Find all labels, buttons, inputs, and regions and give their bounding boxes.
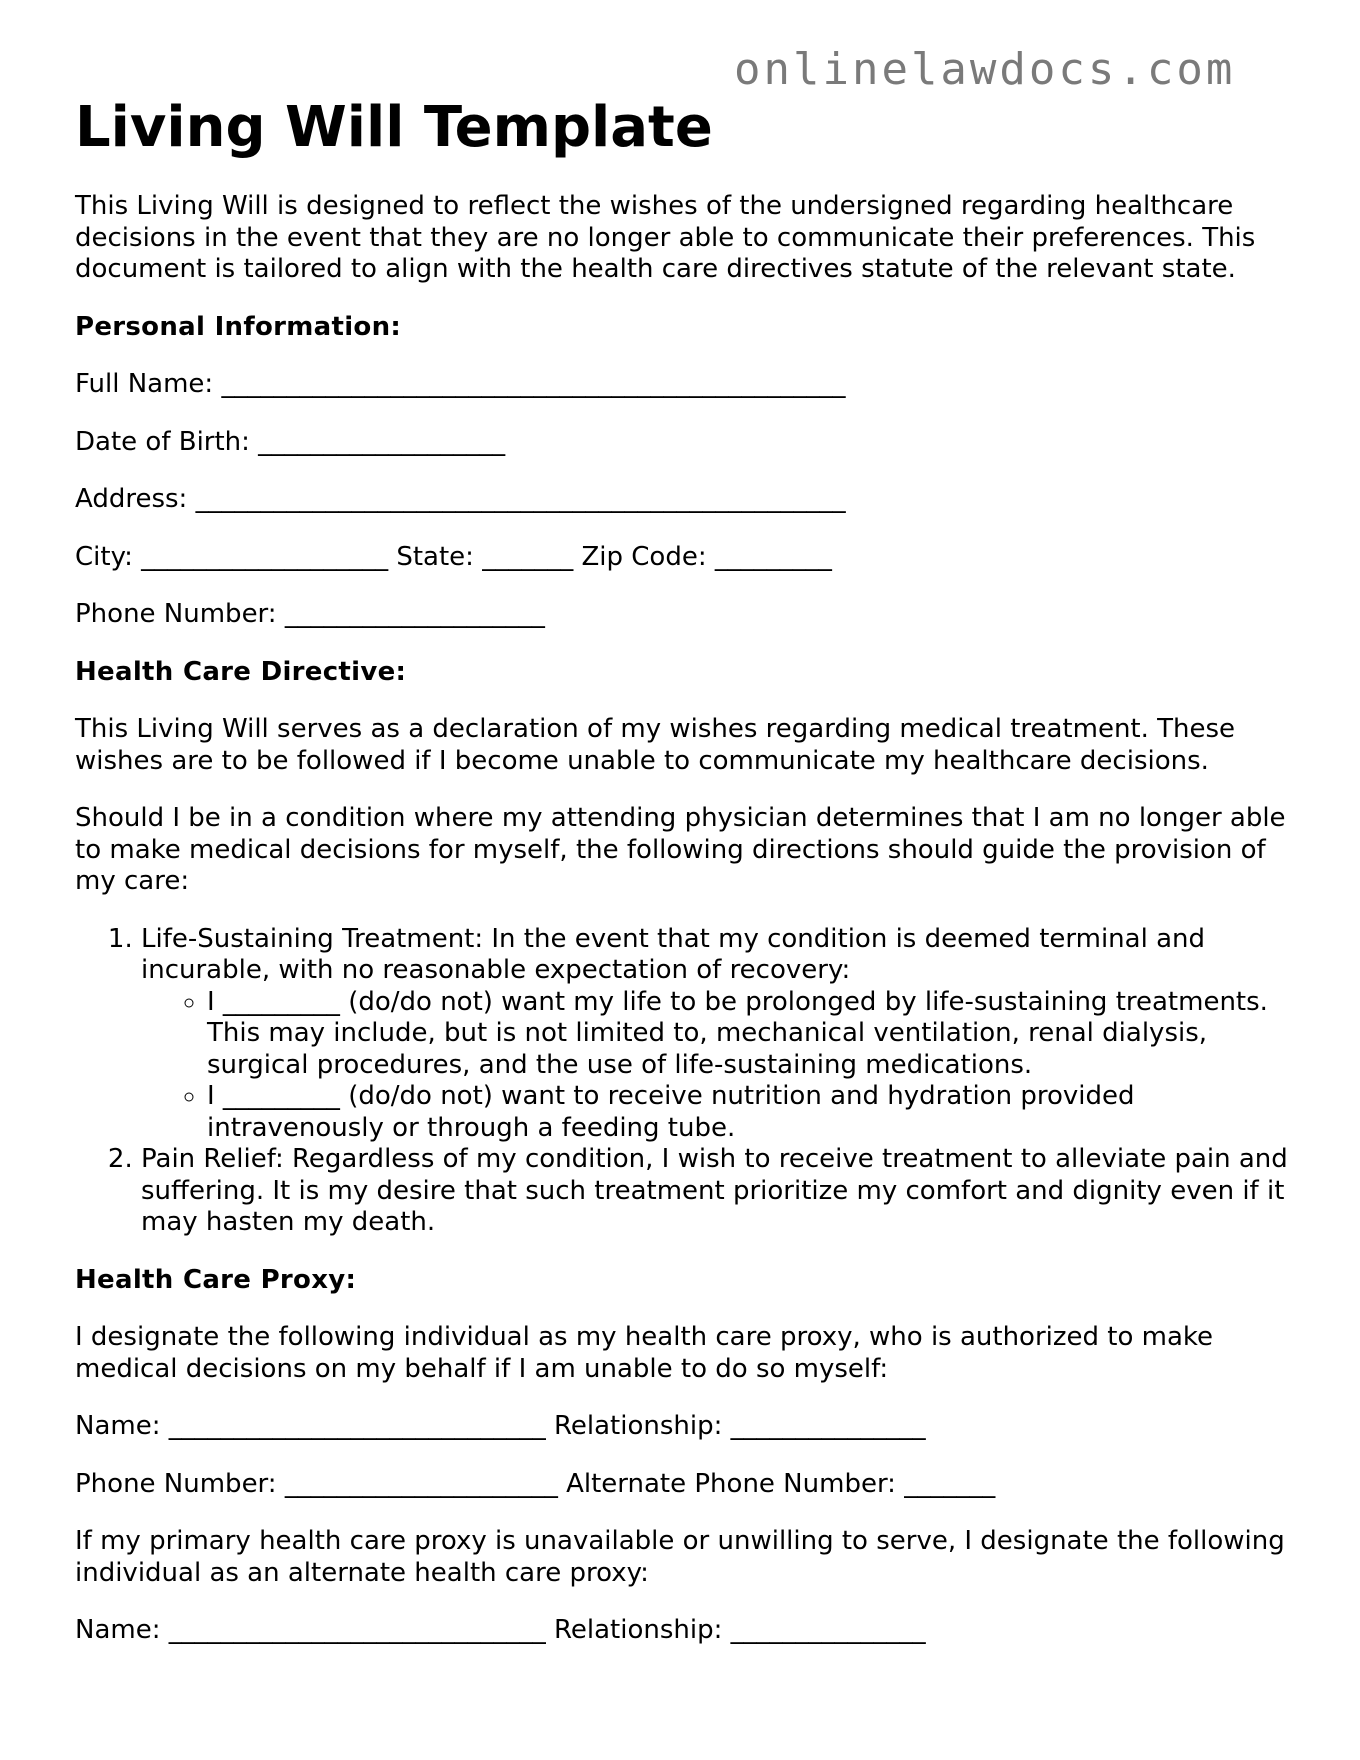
directive-paragraph-1: This Living Will serves as a declaration of my wishes regarding medical treatment. These wishes are to be followed if I become unable to communicate my healthcare decisions.: [75, 714, 1236, 776]
date-of-birth-field: Date of Birth: ___________________: [75, 426, 506, 457]
directive-item-text: Life-Sustaining Treatment: In the event that my condition is deemed terminal and incurable, with no reasonable expectation of recovery:: [141, 923, 1205, 985]
directive-list: [75, 924, 1295, 1239]
city-state-zip-field: City: ___________________ State: _______ Zip Code: _________: [75, 541, 832, 572]
directive-subitem-treatments: ◦ I _________ (do/do not) want my life to be prolonged by life-sustaining treatments. This may include, but is not limited to, mechanical ventilation, renal dialysis, surgical procedures, and the use of life-sustaining medications.: [207, 987, 1295, 1082]
personal-info-heading: Personal Information:: [75, 311, 402, 342]
proxy-heading: Health Care Proxy:: [75, 1264, 357, 1295]
proxy-intro: I designate the following individual as my health care proxy, who is authorized to make medical decisions on my behalf if I am unable to do so myself:: [75, 1322, 1214, 1384]
intro-paragraph: This Living Will is designed to reflect the wishes of the undersigned regarding healthcare decisions in the event that they are no longer able to communicate their preferences. This document is tailored to align with the health care directives statute of the relevant state.: [75, 191, 1256, 284]
document-body: [75, 191, 1295, 1673]
document-title: Living Will Template: [75, 95, 713, 160]
directive-item-life-sustaining: [141, 924, 1295, 1145]
full-name-field: Full Name: ________________________________________________: [75, 369, 846, 399]
site-watermark: onlinelawdocs.com: [734, 44, 1236, 95]
alternate-proxy-intro: If my primary health care proxy is unavailable or unwilling to serve, I designate the following individual as an alternate health care proxy:: [75, 1526, 1285, 1588]
directive-subitem-nutrition: ◦ I _________ (do/do not) want to receive nutrition and hydration provided intravenously or through a feeding tube.: [207, 1081, 1295, 1144]
alternate-proxy-name-relationship-field: Name: _____________________________ Relationship: _______________: [75, 1615, 926, 1645]
life-sustaining-sublist: [141, 987, 1295, 1145]
directive-heading: Health Care Directive:: [75, 656, 407, 687]
directive-paragraph-2: Should I be in a condition where my attending physician determines that I am no longer able to make medical decisions for myself, the following directions should guide the provision of my care:: [75, 803, 1286, 896]
phone-number-field: Phone Number: ____________________: [75, 599, 545, 629]
proxy-phone-fields: Phone Number: _____________________ Alternate Phone Number: _______: [75, 1468, 996, 1499]
directive-item-pain-relief: 2. Pain Relief: Regardless of my condition, I wish to receive treatment to alleviate pain and suffering. It is my desire that such treatment prioritize my comfort and dignity even if it may hasten my death.: [141, 1144, 1295, 1239]
address-field: Address: __________________________________________________: [75, 484, 846, 514]
proxy-name-relationship-field: Name: _____________________________ Relationship: _______________: [75, 1411, 926, 1441]
